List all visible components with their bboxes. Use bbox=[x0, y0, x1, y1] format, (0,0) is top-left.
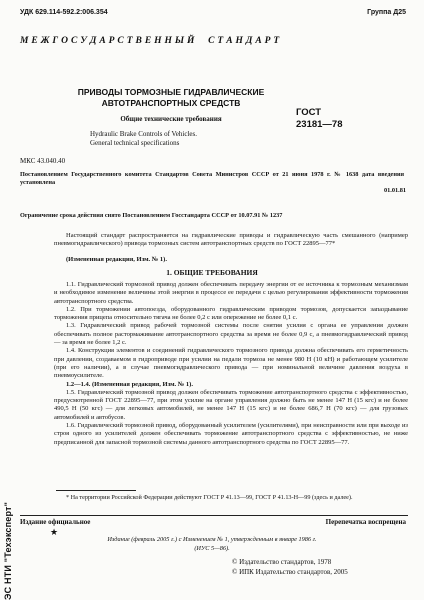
introduction-date: 01.01.81 bbox=[383, 187, 406, 194]
scope-edition-note: (Измененная редакция, Изм. № 1). bbox=[66, 256, 167, 263]
side-watermark-label: ЭС НТИ "Техэксперт" bbox=[3, 501, 13, 600]
paragraph-1-5: 1.5. Гидравлический тормозной привод должен обеспечивать торможение автотранспортного средства с эффективностью, предусмотренной ГОСТ 22895—77, при этом усилие на органе управления должно быть не менее 147 Н (15 кгс) и не более 490,5 Н (50 кгс) — для легковых автомобилей, не менее 147 Н (15 кгс) и не более 686,7 Н (70 кгс) — для грузовых автомобилей и автобусов. bbox=[54, 388, 408, 421]
reprint-prohibited-label: Перепечатка воспрещена bbox=[325, 518, 406, 526]
english-title-line-1: Hydraulic Brake Controls of Vehicles. bbox=[90, 130, 197, 138]
paragraphs-edition-note: 1.2—1.4. (Измененная редакция, Изм. № 1). bbox=[66, 380, 193, 388]
gost-number: 23181—78 bbox=[296, 119, 343, 130]
title-line-1: ПРИВОДЫ ТОРМОЗНЫЕ ГИДРАВЛИЧЕСКИЕ bbox=[77, 87, 265, 97]
edition-note-line-2: (ИУС 5—86). bbox=[194, 545, 230, 552]
gost-label: ГОСТ bbox=[296, 107, 322, 118]
section-1-heading: 1. ОБЩИЕ ТРЕБОВАНИЯ bbox=[166, 268, 258, 277]
document-subtitle: Общие технические требования bbox=[120, 115, 222, 123]
scope-block bbox=[54, 232, 408, 249]
title-line-2: АВТОТРАНСПОРТНЫХ СРЕДСТВ bbox=[101, 98, 241, 108]
paragraph-1-4: 1.4. Конструкция элементов и соединений гидравлического тормозного привода должна обеспечивать его герметичность при давлении, создаваемом в гидроприводе при усилии на педали тормоза не менее 980 Н (10 кН) и работающем усилителе (при его наличии), а в случае пневмогидравлического привода — при номинальной величине давления воздуха в пневмоусилителе. bbox=[54, 347, 408, 380]
paragraph-1-1: 1.1. Гидравлический тормозной привод должен обеспечивать передачу энергии от ее источника к тормозным механизмам и необходимое изменение величины этой энергии в процессе ее передачи с целью регулирования эффективности торможения автотранспортного средства. bbox=[54, 281, 408, 305]
paragraph-1-3: 1.3. Гидравлический привод рабочей тормозной системы после снятия усилия с органа ее управления должен обеспечивать полное растормаживание автотранспортного средства за время не более 0,9 с, а пневмогидравлический привод — за время не более 1,2 с. bbox=[54, 322, 408, 347]
standard-type-heading: М Е Ж Г О С У Д А Р С Т В Е Н Н Ы Й С Т А Н Д А Р Т bbox=[20, 36, 280, 46]
bottom-divider bbox=[20, 515, 408, 516]
copyright-1978: © Издательство стандартов, 1978 bbox=[232, 558, 332, 566]
group-code: Группа Д25 bbox=[367, 9, 406, 16]
mks-code: МКС 43.040.40 bbox=[20, 157, 66, 165]
decree-text: Постановлением Государственного комитета Стандартов Совета Министров СССР от 21 июня 1978 г. № 1638 дата введения установлена bbox=[20, 171, 404, 187]
official-edition-label: Издание официальное bbox=[20, 518, 91, 526]
footnote-divider bbox=[56, 490, 136, 491]
document-title bbox=[66, 87, 276, 109]
edition-note-line-1: Издание (февраль 2005 г.) с Изменением № 1, утвержденным в январе 1986 г. bbox=[107, 536, 317, 543]
restriction-note: Ограничение срока действия снято Постановлением Госстандарта СССР от 10.07.91 № 1237 bbox=[20, 212, 283, 219]
paragraph-1-2: 1.2. При торможении автопоезда, оборудованного гидравлическим приводом тормозов, допускается запаздывание торможения прицепа относительно тягача не более 0,2 с или опережение не более 0,1 с. bbox=[54, 305, 408, 322]
english-title-line-2: General technical specifications bbox=[90, 139, 180, 147]
footnote-text: * На территории Российской Федерации действуют ГОСТ Р 41.13—99, ГОСТ Р 41.13-Н—99 (здесь и далее). bbox=[66, 494, 353, 501]
scope-text: Настоящий стандарт распространяется на гидравлические приводы и гидравлическую часть смешанного (например пневмогидравлического) привода тормозных систем автотранспортных средств по ГОСТ 22895—77* bbox=[54, 232, 408, 248]
star-icon: ★ bbox=[50, 527, 59, 537]
udk-code: УДК 629.114-592.2:006.354 bbox=[20, 9, 108, 16]
copyright-2005: © ИПК Издательство стандартов, 2005 bbox=[232, 568, 348, 576]
section-1-body bbox=[54, 281, 408, 447]
paragraph-1-6: 1.6. Гидравлический тормозной привод, оборудованный усилителем (усилителями), при неисправности или при выходе из строя одного из усилителей должен обеспечивать торможение автотранспортного средства с эффективностью, не ниже предписанной для запасной тормозной системы данного автотранспортного средства по ГОСТ 22895—77. bbox=[54, 422, 408, 446]
footnote-block bbox=[54, 494, 408, 502]
